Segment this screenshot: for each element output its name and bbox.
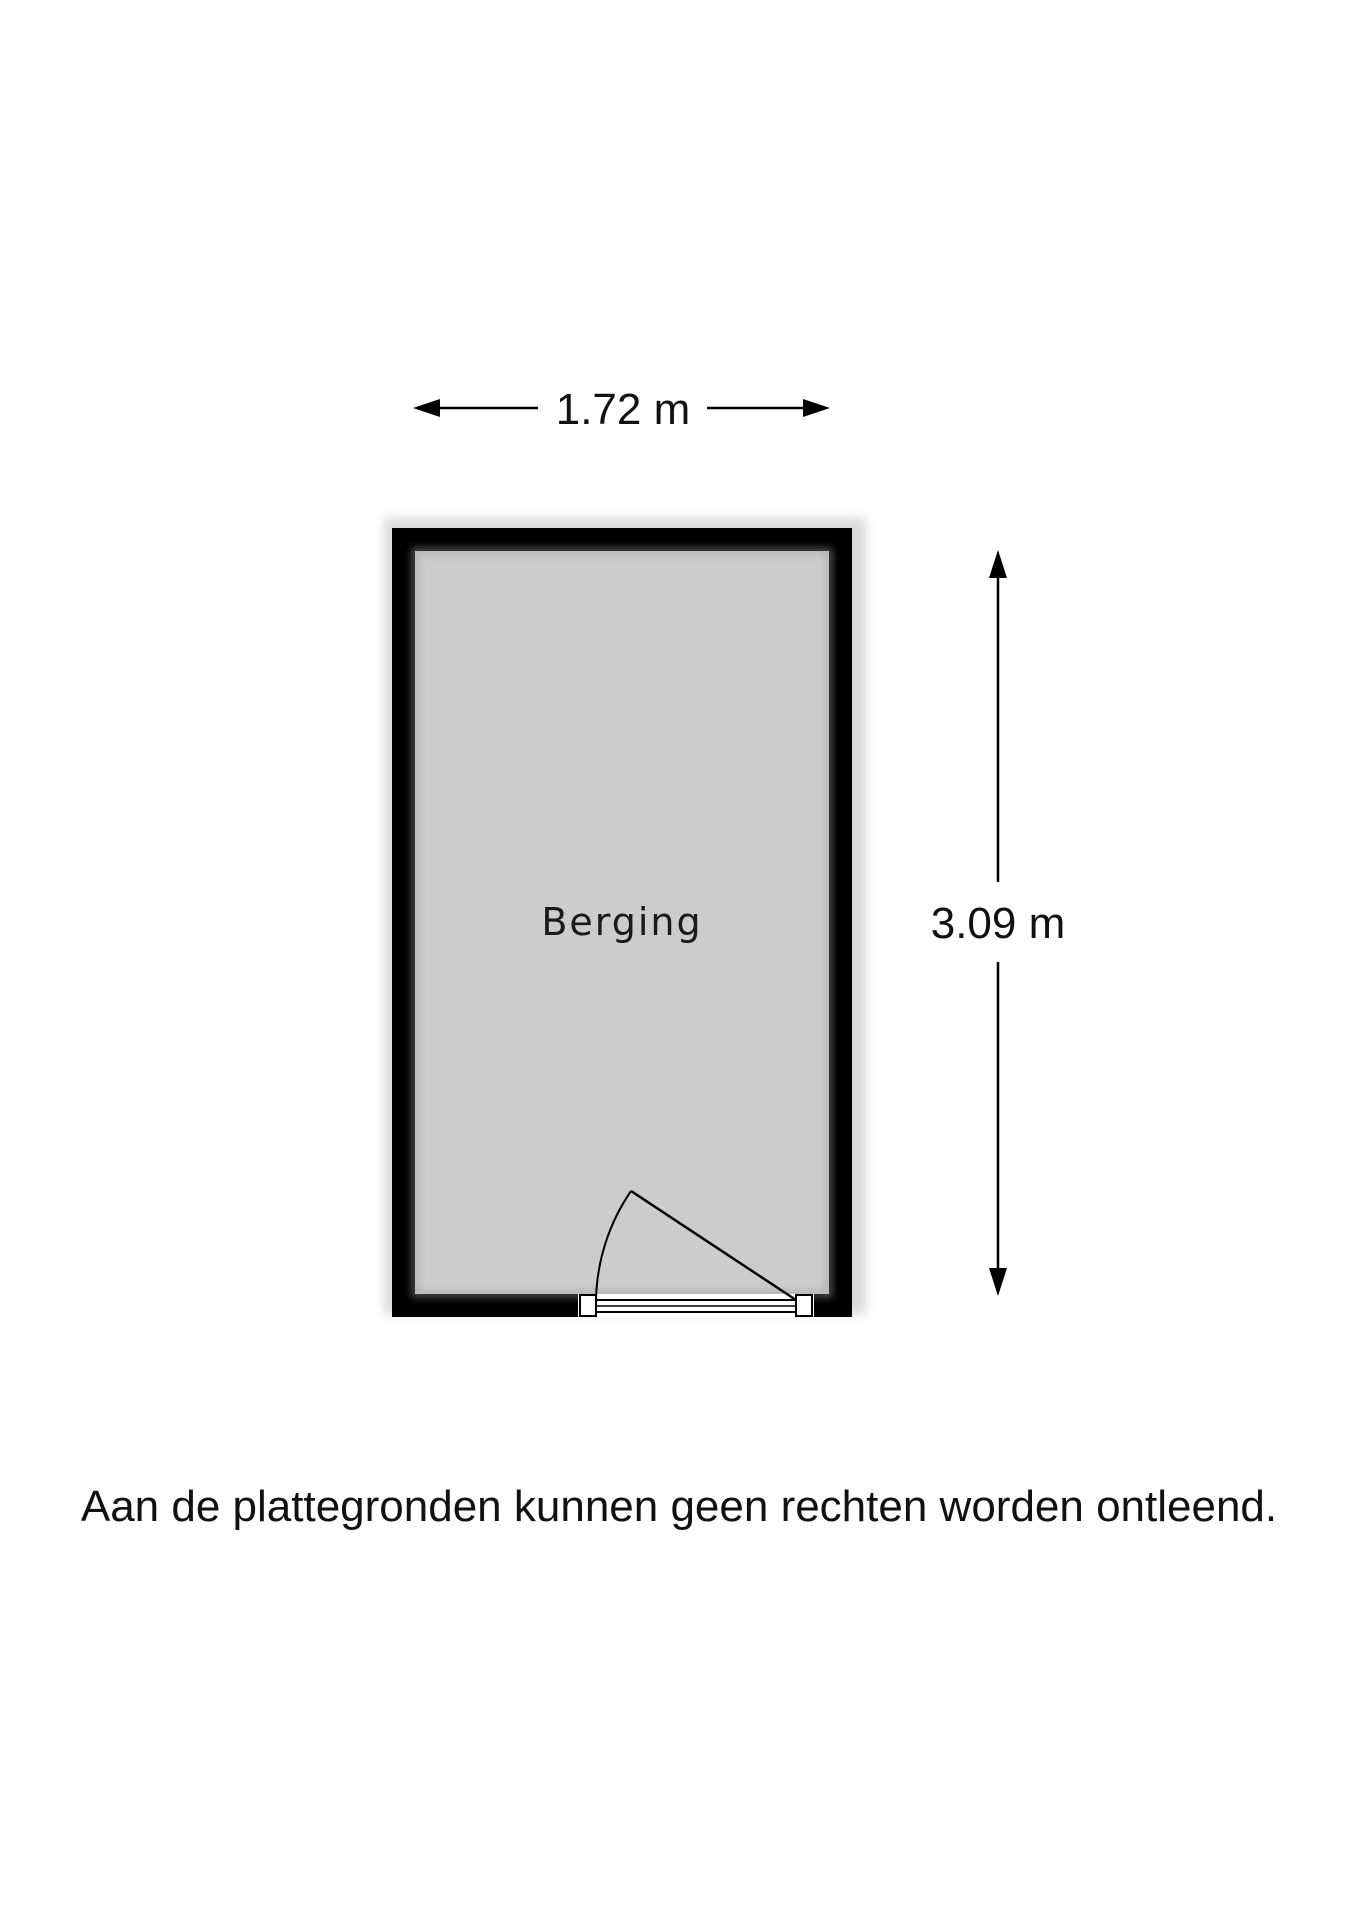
height-dimension (931, 550, 1066, 1296)
height-label: 3.09 m (930, 899, 1066, 948)
room-label: Berging (541, 900, 703, 944)
disclaimer-text: Aan de plattegronden kunnen geen rechten worden ontleend. (80, 1482, 1278, 1531)
arrow-left-icon (413, 399, 440, 417)
door-jamb-right (796, 1295, 812, 1316)
arrow-down-icon (989, 1268, 1007, 1296)
width-dimension (413, 385, 830, 434)
arrow-up-icon (989, 550, 1007, 578)
door-jamb-left (580, 1295, 596, 1316)
width-label: 1.72 m (555, 385, 691, 434)
arrow-right-icon (803, 399, 830, 417)
